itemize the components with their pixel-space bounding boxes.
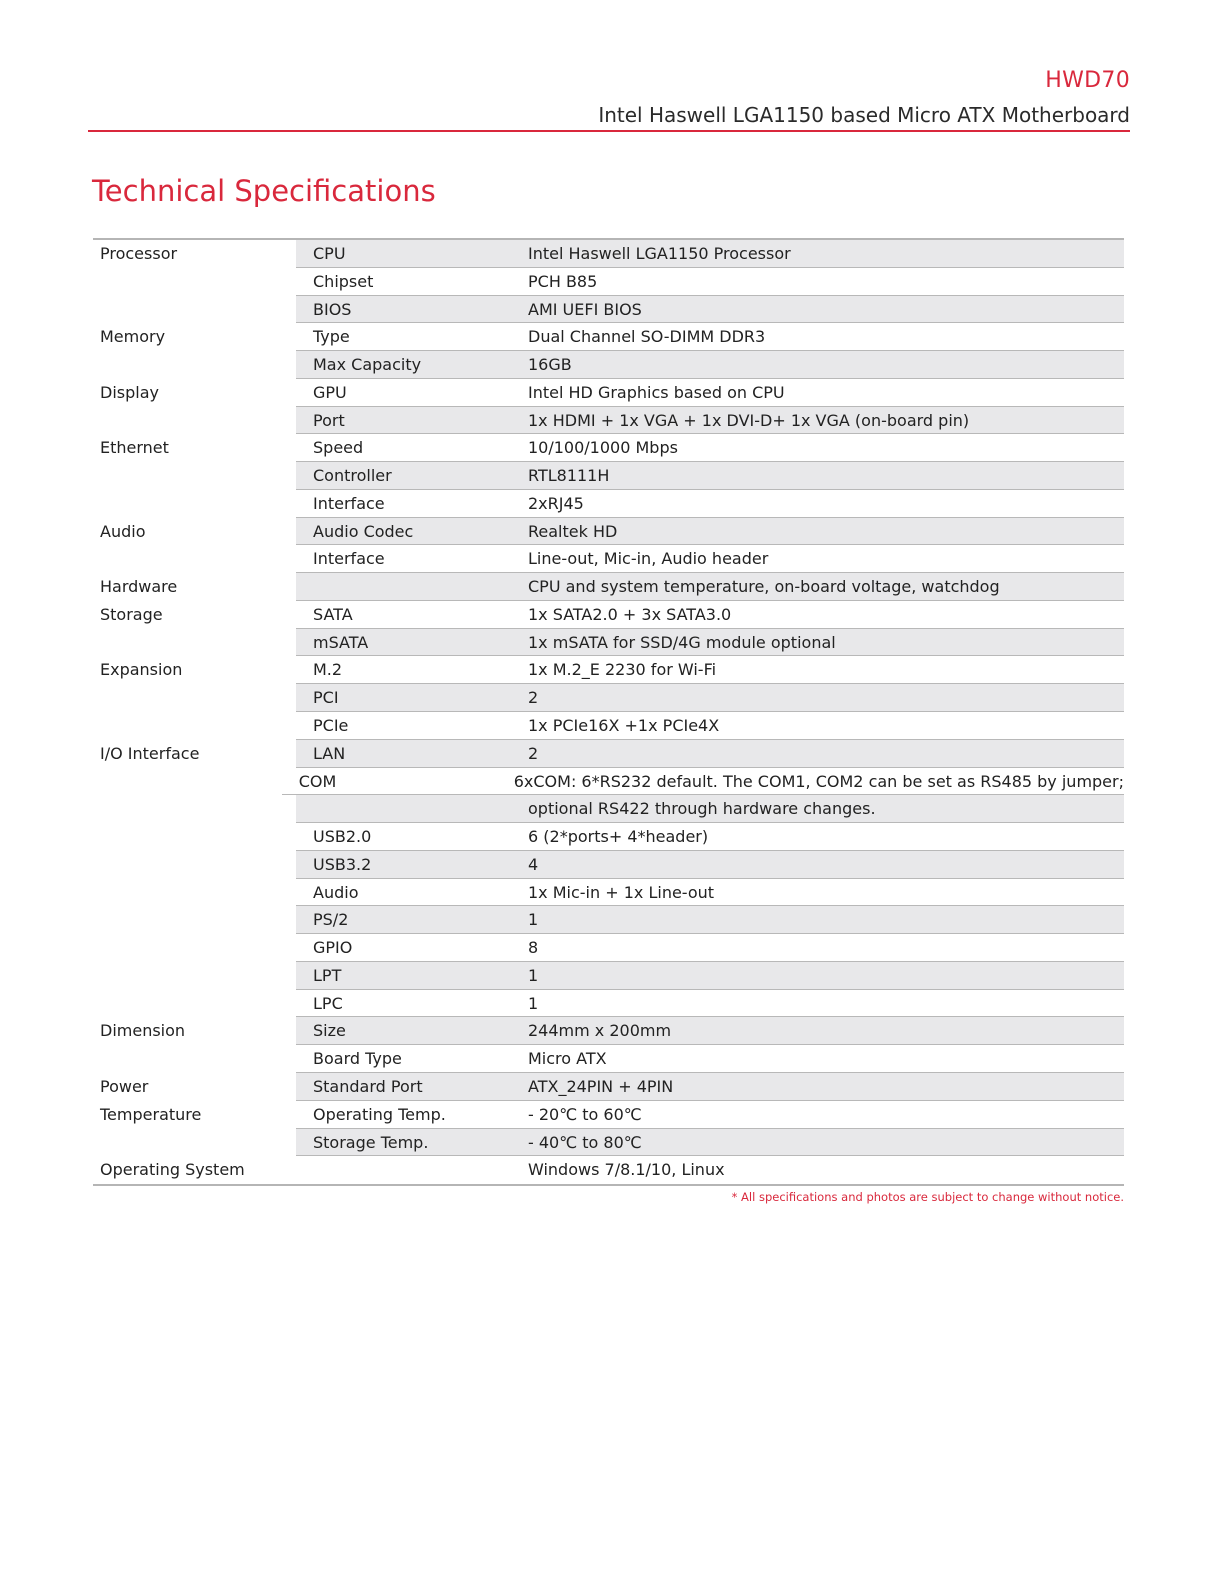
spec-value: Dual Channel SO-DIMM DDR3 <box>528 327 766 347</box>
spec-category: Temperature <box>93 1101 296 1129</box>
spec-detail <box>296 823 1124 851</box>
table-row <box>93 351 1124 379</box>
spec-category <box>93 851 296 879</box>
spec-item: PS/2 <box>313 910 349 930</box>
spec-category: I/O Interface <box>93 740 296 768</box>
spec-item: Storage Temp. <box>313 1132 429 1152</box>
table-row <box>93 1156 1124 1184</box>
spec-item: Controller <box>313 466 392 486</box>
spec-category <box>93 962 296 990</box>
spec-category <box>93 795 296 823</box>
table-row <box>93 407 1124 435</box>
spec-category: Audio <box>93 518 296 546</box>
spec-item: Max Capacity <box>313 355 422 375</box>
spec-item: PCI <box>313 688 339 708</box>
table-row <box>93 434 1124 462</box>
spec-category <box>93 1129 296 1157</box>
table-row <box>93 906 1124 934</box>
spec-value: 1 <box>528 993 539 1013</box>
spec-detail <box>296 1101 1124 1129</box>
spec-detail <box>296 962 1124 990</box>
spec-category <box>93 629 296 657</box>
table-row <box>93 462 1124 490</box>
table-row <box>93 1073 1124 1101</box>
spec-value: RTL8111H <box>528 466 610 486</box>
spec-detail <box>296 323 1124 351</box>
spec-detail <box>296 268 1124 296</box>
spec-category: Hardware <box>93 573 296 601</box>
spec-value: 6xCOM: 6*RS232 default. The COM1, COM2 can be set as RS485 by jumper; <box>513 771 1124 791</box>
spec-item: Audio <box>313 882 359 902</box>
spec-category <box>93 990 296 1018</box>
spec-value: 1x SATA2.0 + 3x SATA3.0 <box>528 604 732 624</box>
spec-detail <box>296 573 1124 601</box>
spec-category <box>93 879 296 907</box>
spec-detail <box>296 795 1124 823</box>
spec-detail <box>296 629 1124 657</box>
spec-detail <box>296 545 1124 573</box>
spec-item: BIOS <box>313 299 352 319</box>
page-header <box>88 66 1130 132</box>
spec-item: GPIO <box>313 938 353 958</box>
spec-value: 1x Mic-in + 1x Line-out <box>528 882 715 902</box>
spec-category: Power <box>93 1073 296 1101</box>
spec-value: Micro ATX <box>528 1049 607 1069</box>
spec-item: SATA <box>313 604 353 624</box>
spec-item: Type <box>313 327 350 347</box>
spec-detail <box>296 684 1124 712</box>
table-row <box>93 1045 1124 1073</box>
spec-item: mSATA <box>313 632 369 652</box>
spec-item: Speed <box>313 438 364 458</box>
spec-value: Line-out, Mic-in, Audio header <box>528 549 769 569</box>
spec-item: M.2 <box>313 660 343 680</box>
spec-item: USB3.2 <box>313 854 372 874</box>
spec-item: COM <box>298 771 337 791</box>
spec-category: Storage <box>93 601 296 629</box>
spec-detail <box>296 407 1124 435</box>
spec-item: Standard Port <box>313 1076 423 1096</box>
spec-detail <box>296 906 1124 934</box>
spec-item <box>296 573 528 600</box>
spec-detail <box>296 434 1124 462</box>
table-row <box>93 490 1124 518</box>
spec-item: CPU <box>313 244 346 263</box>
spec-value: Realtek HD <box>528 521 618 541</box>
spec-value: PCH B85 <box>528 271 598 291</box>
spec-value: CPU and system temperature, on-board voltage, watchdog <box>528 577 1000 597</box>
spec-value: Intel HD Graphics based on CPU <box>528 382 785 402</box>
table-row <box>93 240 1124 268</box>
table-row <box>93 601 1124 629</box>
spec-detail <box>296 351 1124 379</box>
spec-item <box>296 795 528 822</box>
spec-category: Dimension <box>93 1017 296 1045</box>
spec-item: Chipset <box>313 271 374 291</box>
spec-item: LPT <box>313 965 342 985</box>
spec-value: 1x HDMI + 1x VGA + 1x DVI-D+ 1x VGA (on-board pin) <box>528 410 970 430</box>
spec-category <box>93 545 296 573</box>
table-row <box>93 962 1124 990</box>
table-row <box>93 879 1124 907</box>
table-row <box>93 795 1124 823</box>
spec-category <box>93 684 296 712</box>
table-row <box>93 1017 1124 1045</box>
spec-category <box>93 462 296 490</box>
spec-category <box>93 490 296 518</box>
spec-value: optional RS422 through hardware changes. <box>528 799 876 819</box>
spec-detail <box>296 490 1124 518</box>
spec-item: LPC <box>313 993 343 1013</box>
spec-value: ATX_24PIN + 4PIN <box>528 1076 674 1096</box>
spec-detail <box>296 656 1124 684</box>
table-row <box>93 740 1124 768</box>
table-row <box>93 573 1124 601</box>
spec-category <box>93 268 296 296</box>
table-row <box>93 1101 1124 1129</box>
spec-value: - 20℃ to 60℃ <box>528 1104 642 1124</box>
table-row <box>93 823 1124 851</box>
spec-value: 1 <box>528 965 539 985</box>
spec-category <box>93 296 296 324</box>
spec-item: Operating Temp. <box>313 1104 446 1124</box>
table-row <box>93 545 1124 573</box>
spec-detail <box>296 1129 1124 1157</box>
spec-category: Expansion <box>93 656 296 684</box>
table-row <box>93 518 1124 546</box>
spec-detail <box>296 1017 1124 1045</box>
spec-item: PCIe <box>313 716 349 736</box>
spec-value: 6 (2*ports+ 4*header) <box>528 827 709 847</box>
spec-category <box>93 823 296 851</box>
spec-category: Memory <box>93 323 296 351</box>
spec-category: Operating System <box>93 1156 296 1184</box>
spec-item: Interface <box>313 549 385 569</box>
spec-value: 1x M.2_E 2230 for Wi-Fi <box>528 660 717 680</box>
spec-category <box>93 906 296 934</box>
spec-detail <box>296 462 1124 490</box>
spec-item <box>296 1156 528 1184</box>
spec-detail <box>296 1073 1124 1101</box>
model-name: HWD70 <box>1045 68 1130 93</box>
table-row <box>93 629 1124 657</box>
product-subtitle: Intel Haswell LGA1150 based Micro ATX Motherboard <box>598 103 1130 127</box>
spec-value: 10/100/1000 Mbps <box>528 438 678 458</box>
spec-value: 2 <box>528 688 539 708</box>
table-row <box>93 1129 1124 1157</box>
footnote: * All specifications and photos are subject to change without notice. <box>731 1190 1124 1204</box>
spec-category <box>93 1045 296 1073</box>
spec-value: Intel Haswell LGA1150 Processor <box>528 244 791 263</box>
spec-item: USB2.0 <box>313 827 372 847</box>
spec-category <box>93 351 296 379</box>
spec-value: 1x PCIe16X +1x PCIe4X <box>528 716 720 736</box>
spec-detail <box>296 379 1124 407</box>
spec-detail <box>296 851 1124 879</box>
spec-detail <box>296 990 1124 1018</box>
spec-value: 2xRJ45 <box>528 493 584 513</box>
spec-category <box>93 407 296 435</box>
spec-value: 8 <box>528 938 539 958</box>
spec-item: Size <box>313 1021 346 1041</box>
spec-detail <box>296 934 1124 962</box>
table-row <box>93 323 1124 351</box>
section-title: Technical Specifications <box>92 174 436 208</box>
spec-detail <box>296 1045 1124 1073</box>
spec-value: 1 <box>528 910 539 930</box>
spec-item: Board Type <box>313 1049 402 1069</box>
spec-item: GPU <box>313 382 347 402</box>
spec-category <box>93 768 282 796</box>
spec-value: Windows 7/8.1/10, Linux <box>528 1160 725 1180</box>
spec-item: Audio Codec <box>313 521 414 541</box>
spec-category: Processor <box>93 240 296 268</box>
table-row <box>93 851 1124 879</box>
spec-detail <box>296 740 1124 768</box>
spec-category <box>93 934 296 962</box>
spec-item: Interface <box>313 493 385 513</box>
spec-value: 244mm x 200mm <box>528 1021 672 1041</box>
table-row <box>93 656 1124 684</box>
spec-value: AMI UEFI BIOS <box>528 299 642 319</box>
table-row <box>93 712 1124 740</box>
spec-value: 4 <box>528 854 539 874</box>
spec-detail <box>296 296 1124 324</box>
spec-detail <box>296 240 1124 268</box>
spec-value: - 40℃ to 80℃ <box>528 1132 642 1152</box>
spec-detail <box>296 1156 1124 1184</box>
spec-detail <box>296 879 1124 907</box>
spec-table <box>93 238 1124 1186</box>
spec-value: 1x mSATA for SSD/4G module optional <box>528 632 836 652</box>
spec-detail <box>282 768 1124 796</box>
spec-category: Display <box>93 379 296 407</box>
table-row <box>93 268 1124 296</box>
table-row <box>93 379 1124 407</box>
table-row <box>93 934 1124 962</box>
table-row <box>93 990 1124 1018</box>
spec-detail <box>296 518 1124 546</box>
table-row <box>93 684 1124 712</box>
table-row <box>93 768 1124 796</box>
table-row <box>93 296 1124 324</box>
spec-detail <box>296 601 1124 629</box>
spec-category: Ethernet <box>93 434 296 462</box>
spec-value: 16GB <box>528 355 572 375</box>
spec-item: Port <box>313 410 345 430</box>
spec-detail <box>296 712 1124 740</box>
spec-category <box>93 712 296 740</box>
spec-value: 2 <box>528 743 539 763</box>
spec-item: LAN <box>313 743 346 763</box>
